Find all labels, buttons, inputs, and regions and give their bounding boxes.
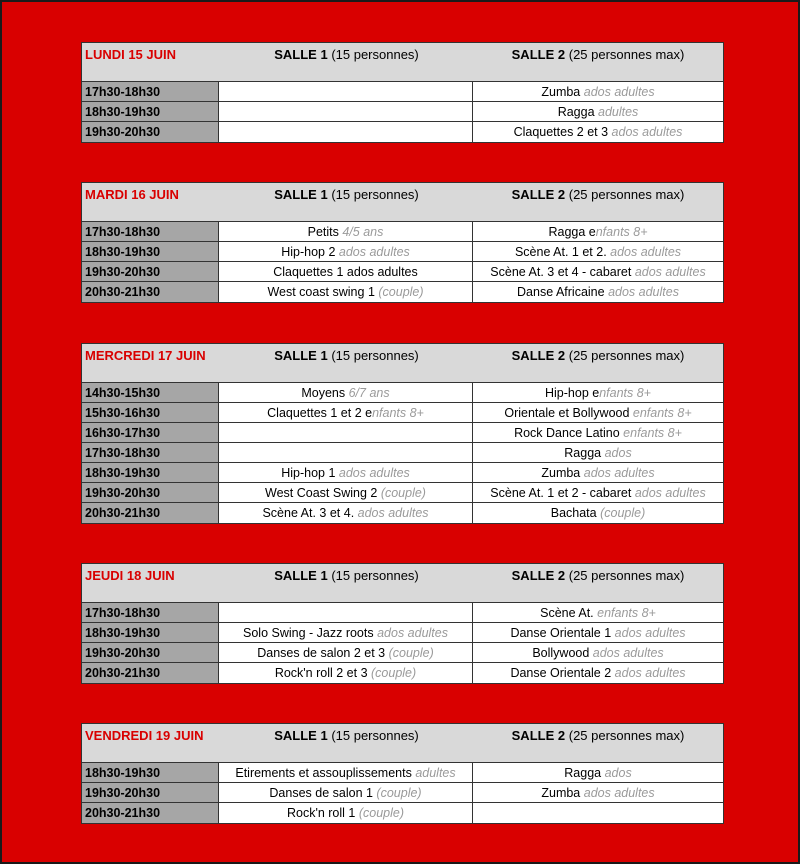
room2-class-name: Scène At. 1 et 2. [514, 245, 611, 259]
room2-name: SALLE 2 [511, 47, 566, 62]
time-slot: 19h30-20h30 [82, 643, 219, 662]
room2-class [473, 122, 723, 142]
room1-class-audience: nfants 8+ [372, 406, 424, 420]
table-row [82, 783, 723, 803]
room2-class [473, 443, 723, 462]
day-header [82, 183, 723, 222]
table-row [82, 222, 723, 242]
time-slot: 19h30-20h30 [82, 483, 219, 502]
room2-class-audience: ados adultes [583, 85, 655, 99]
room1-name: SALLE 1 [274, 47, 328, 62]
room1-class [219, 262, 473, 281]
room1-class [219, 503, 473, 523]
room1-class [219, 623, 473, 642]
room2-name: SALLE 2 [511, 348, 566, 363]
room2-class-name: Scène At. 1 et 2 - cabaret [490, 486, 635, 500]
time-slot: 17h30-18h30 [82, 603, 219, 622]
room2-class-name: Scène At. 3 et 4 - cabaret [490, 265, 635, 279]
room2-class [473, 803, 723, 823]
room2-class [473, 603, 723, 622]
room1-capacity: (15 personnes) [331, 47, 419, 62]
room2-class-name: Zumba [541, 466, 584, 480]
day-title: MERCREDI 17 JUIN [85, 348, 206, 363]
time-slot: 18h30-19h30 [82, 763, 219, 782]
table-row [82, 663, 723, 683]
room2-class [473, 102, 723, 121]
room1-capacity: (15 personnes) [331, 348, 419, 363]
room2-class [473, 423, 723, 442]
room1-capacity: (15 personnes) [331, 568, 419, 583]
room1-class [219, 483, 473, 502]
room1-class-audience: (couple) [378, 285, 424, 299]
room1-class-audience: ados adultes [357, 506, 429, 520]
room1-name: SALLE 1 [274, 568, 328, 583]
room1-class [219, 82, 473, 101]
time-slot: 15h30-16h30 [82, 403, 219, 422]
room2-class [473, 282, 723, 302]
room1-class-audience: (couple) [380, 486, 426, 500]
time-slot: 20h30-21h30 [82, 803, 219, 823]
room1-class-audience: 6/7 ans [348, 386, 390, 400]
time-slot: 20h30-21h30 [82, 282, 219, 302]
room1-class [219, 122, 473, 142]
room2-class-name: Rock Dance Latino [514, 426, 624, 440]
table-row [82, 262, 723, 282]
room2-class-name: Ragga e [548, 225, 596, 239]
table-row [82, 463, 723, 483]
room2-class-name: Claquettes 2 et 3 [513, 125, 612, 139]
room1-class [219, 803, 473, 823]
room2-class [473, 663, 723, 683]
room1-class-audience: adultes [415, 766, 456, 780]
room1-class-audience: (couple) [388, 646, 434, 660]
time-slot: 20h30-21h30 [82, 663, 219, 683]
table-row [82, 282, 723, 302]
room2-class [473, 222, 723, 241]
room1-class-name: Petits [307, 225, 343, 239]
room2-class [473, 463, 723, 482]
time-slot: 19h30-20h30 [82, 122, 219, 142]
table-row [82, 603, 723, 623]
day-title: JEUDI 18 JUIN [85, 568, 175, 583]
room1-class [219, 763, 473, 782]
day-header [82, 564, 723, 603]
room2-class [473, 623, 723, 642]
table-row [82, 403, 723, 423]
room1-class-name: West coast swing 1 [267, 285, 379, 299]
time-slot: 16h30-17h30 [82, 423, 219, 442]
room2-class-name: Ragga [564, 766, 605, 780]
room2-class-audience: ados adultes [592, 646, 664, 660]
time-slot: 19h30-20h30 [82, 783, 219, 802]
room2-class [473, 383, 723, 402]
room1-class [219, 463, 473, 482]
room2-class-audience: ados adultes [610, 245, 682, 259]
room2-capacity: (25 personnes max) [568, 348, 685, 363]
room2-class [473, 262, 723, 281]
room2-class-audience: ados adultes [634, 486, 706, 500]
room2-class-name: Bollywood [532, 646, 593, 660]
time-slot: 17h30-18h30 [82, 443, 219, 462]
room2-class-audience: ados adultes [583, 786, 655, 800]
room2-name: SALLE 2 [511, 728, 566, 743]
room2-title [473, 564, 723, 602]
day-table [81, 563, 724, 684]
day-title: LUNDI 15 JUIN [85, 47, 177, 62]
room2-class [473, 242, 723, 261]
room2-class-audience: enfants 8+ [632, 406, 692, 420]
room2-class-audience: ados adultes [614, 666, 686, 680]
table-row [82, 483, 723, 503]
room2-capacity: (25 personnes max) [568, 728, 685, 743]
room1-class-name: Danses de salon 1 [269, 786, 377, 800]
room1-class-audience: 4/5 ans [342, 225, 384, 239]
day-header [82, 724, 723, 763]
room2-class [473, 483, 723, 502]
time-slot: 18h30-19h30 [82, 102, 219, 121]
table-row [82, 102, 723, 122]
room1-class-name: Moyens [301, 386, 349, 400]
room1-class-name: Rock'n roll 1 [286, 806, 359, 820]
room2-class-audience: ados adultes [611, 125, 683, 139]
room2-class-name: Orientale et Bollywood [504, 406, 633, 420]
room1-class-name: Solo Swing - Jazz roots [243, 626, 378, 640]
room1-class [219, 663, 473, 683]
time-slot: 18h30-19h30 [82, 623, 219, 642]
room1-title [220, 564, 473, 602]
day-header [82, 344, 723, 383]
time-slot: 17h30-18h30 [82, 82, 219, 101]
room2-class [473, 503, 723, 523]
room2-class-audience: (couple) [600, 506, 646, 520]
time-slot: 14h30-15h30 [82, 383, 219, 402]
room1-class-name: Danses de salon 2 et 3 [257, 646, 389, 660]
room1-class-name: Claquettes 1 ados adultes [273, 265, 418, 279]
room2-title [473, 344, 723, 382]
table-row [82, 803, 723, 823]
table-row [82, 623, 723, 643]
room1-title [220, 724, 473, 762]
room2-class-name: Danse Orientale 1 [510, 626, 615, 640]
room1-name: SALLE 1 [274, 728, 328, 743]
room2-class-name: Bachata [550, 506, 601, 520]
room1-class [219, 423, 473, 442]
time-slot: 18h30-19h30 [82, 242, 219, 261]
room2-class-audience: ados [604, 766, 632, 780]
room2-class-name: Scène At. [540, 606, 598, 620]
room2-class-audience: adultes [598, 105, 639, 119]
room1-class [219, 603, 473, 622]
room1-class-audience: (couple) [358, 806, 405, 820]
room2-class-audience: enfants 8+ [597, 606, 656, 620]
time-slot: 20h30-21h30 [82, 503, 219, 523]
room2-class [473, 82, 723, 101]
day-title: VENDREDI 19 JUIN [85, 728, 204, 743]
room1-capacity: (15 personnes) [331, 187, 419, 202]
time-slot: 17h30-18h30 [82, 222, 219, 241]
room2-class-name: Ragga [557, 105, 598, 119]
room1-class [219, 403, 473, 422]
room1-capacity: (15 personnes) [331, 728, 419, 743]
room1-class-audience: ados adultes [377, 626, 448, 640]
room1-title [220, 183, 473, 221]
table-row [82, 763, 723, 783]
table-row [82, 443, 723, 463]
room2-class-audience: nfants 8+ [595, 225, 648, 239]
room2-class-audience: nfants 8+ [599, 386, 651, 400]
room2-name: SALLE 2 [511, 568, 566, 583]
room1-class-audience: (couple) [371, 666, 417, 680]
day-header [82, 43, 723, 82]
room2-name: SALLE 2 [511, 187, 566, 202]
room1-class [219, 222, 473, 241]
table-row [82, 82, 723, 102]
room1-class-audience: ados adultes [338, 245, 410, 259]
table-row [82, 383, 723, 403]
room1-title [220, 43, 473, 81]
time-slot: 18h30-19h30 [82, 463, 219, 482]
room2-class [473, 643, 723, 662]
room2-title [473, 43, 723, 81]
room1-class-name: West Coast Swing 2 [265, 486, 381, 500]
room2-title [473, 724, 723, 762]
room2-class [473, 763, 723, 782]
room1-class-name: Hip-hop 2 [281, 245, 339, 259]
room2-capacity: (25 personnes max) [568, 568, 685, 583]
room1-class [219, 783, 473, 802]
room2-class-name: Zumba [541, 85, 584, 99]
room2-class-name: Danse Orientale 2 [510, 666, 615, 680]
room1-class-audience: ados adultes [338, 466, 410, 480]
room1-class [219, 102, 473, 121]
room2-class-audience: ados adultes [614, 626, 686, 640]
room2-class [473, 403, 723, 422]
room1-class [219, 383, 473, 402]
time-slot: 19h30-20h30 [82, 262, 219, 281]
room2-title [473, 183, 723, 221]
room2-class-name: Ragga [564, 446, 605, 460]
day-table [81, 343, 724, 524]
room1-name: SALLE 1 [274, 187, 328, 202]
room2-class-audience: ados [604, 446, 632, 460]
room1-class-name: Etirements et assouplissements [235, 766, 416, 780]
day-title: MARDI 16 JUIN [85, 187, 179, 202]
room1-class [219, 282, 473, 302]
room1-class [219, 242, 473, 261]
day-table [81, 42, 724, 143]
room2-class-audience: ados adultes [583, 466, 655, 480]
room1-title [220, 344, 473, 382]
room1-class-name: Hip-hop 1 [281, 466, 339, 480]
room1-class-name: Scène At. 3 et 4. [262, 506, 358, 520]
room1-class-name: Rock'n roll 2 et 3 [274, 666, 371, 680]
room1-class [219, 643, 473, 662]
room1-class-name: Claquettes 1 et 2 e [267, 406, 373, 420]
room1-name: SALLE 1 [274, 348, 328, 363]
table-row [82, 122, 723, 142]
table-row [82, 643, 723, 663]
room2-class [473, 783, 723, 802]
table-row [82, 242, 723, 262]
day-table [81, 182, 724, 303]
room1-class-audience: (couple) [376, 786, 422, 800]
room2-capacity: (25 personnes max) [568, 47, 685, 62]
room2-class-name: Hip-hop e [545, 386, 600, 400]
room2-class-name: Danse Africaine [517, 285, 609, 299]
room2-class-audience: enfants 8+ [623, 426, 682, 440]
room2-class-name: Zumba [541, 786, 584, 800]
room2-capacity: (25 personnes max) [568, 187, 685, 202]
table-row [82, 503, 723, 523]
room2-class-audience: ados adultes [608, 285, 679, 299]
room1-class [219, 443, 473, 462]
table-row [82, 423, 723, 443]
room2-class-audience: ados adultes [634, 265, 706, 279]
day-table [81, 723, 724, 824]
